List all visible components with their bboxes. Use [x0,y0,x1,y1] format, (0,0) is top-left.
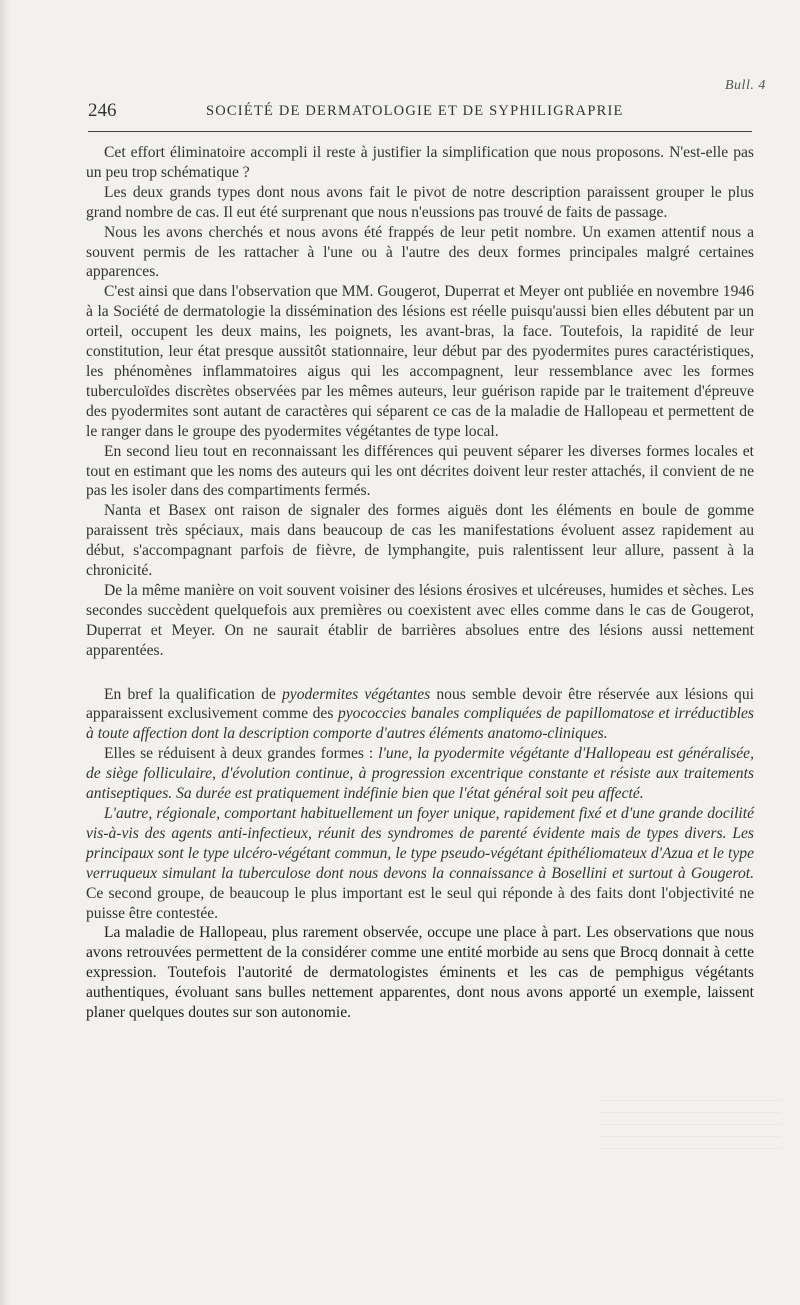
paragraph: En second lieu tout en reconnaissant les différences qui peuvent séparer les diverses formes locales et tout en estimant que les noms des auteurs qui les ont décrites doivent leur rester attachés, il convient de ne pas les isoler dans des compartiments fermés. [86,442,754,500]
paragraph: Nanta et Basex ont raison de signaler des formes aiguës dont les éléments en boule de gomme paraissent très spéciaux, mais dans beaucoup de cas les manifestations évoluent assez rapidement au début, s'accompagnant parfois de fièvre, de lymphangite, puis ralentissent leur allure, passent à la chronicité. [86,502,754,580]
conclusion-paragraph: La maladie de Hallopeau, plus rarement observée, occupe une place à part. Les observations que nous avons retrouvées permettent de la considérer comme une entité morbide au sens que Brocq donnait à cette expression. Toutefois l'autorité de dermatologistes éminents et les cas de pemphigus végétants authentiques, évoluant sans bulles nettement apparentes, dont nous avons apporté un exemple, laissent planer quelques doutes sur son autonomie. [86,924,754,1022]
conclusion-paragraph [86,744,754,804]
paragraph: C'est ainsi que dans l'observation que MM. Gougerot, Duperrat et Meyer ont publiée en novembre 1946 à la Société de dermatologie la dissémination des lésions est réelle puisqu'aussi bien elles débutent par un orteil, occupent les deux mains, les poignets, les avant-bras, la face. Toutefois, la rapidité de leur constitution, leur état presque aussitôt stationnaire, leur début par des pyodermites pures caractéristiques, les phénomènes inflammatoires aigus qui les accompagnent, leur ressemblance avec les formes tuberculoïdes discrètes observées par les mêmes auteurs, leur guérison rapide par le traitement d'épreuve des pyodermites sont autant de caractères qui séparent ce cas de la maladie de Hallopeau et permettent de le ranger dans le groupe des pyodermites végétantes de type local. [86,283,754,440]
running-head: SOCIÉTÉ DE DERMATOLOGIE ET DE SYPHILIGRAPRIE [206,103,624,119]
book-spine-shadow [0,0,10,1305]
paragraph: Cet effort éliminatoire accompli il reste à justifier la simplification que nous proposons. N'est-elle pas un peu trop schématique ? [86,144,754,181]
italic-run: L'autre, régionale, comportant habituellement un foyer unique, rapidement fixé et d'une grande docilité vis-à-vis des agents anti-infectieux, réunit des syndromes de parenté évidente mais de types divers. Les principaux sont le type ulcéro-végétant commun, le type pseudo-végétant épithéliomateux d'Azua et le type verruqueux simulant la tuberculose dont nous devons la connaissance à Bosellini et surtout à Gougerot. [86,805,754,882]
text-run: En bref la qualification de [104,685,282,703]
margin-note: Bull. 4 [725,78,766,93]
paragraph: Les deux grands types dont nous avons fait le pivot de notre description paraissent grouper le plus grand nombre de cas. Il eut été surprenant que nous n'eussions pas trouvé de faits de passage. [86,183,754,221]
text-run: nous semble devoir être réservée aux lésions qui apparaissent exclusivement comme des [86,685,754,723]
conclusion-paragraph [86,804,754,923]
page-header [88,100,752,126]
paragraph: De la même manière on voit souvent voisiner des lésions érosives et ulcéreuses, humides et sèches. Les secondes succèdent quelquefois aux premières ou coexistent avec elles comme dans le cas de Gougerot, Duperrat et Meyer. On ne saurait établir de barrières absolues entre des lésions aussi nettement apparentées. [86,581,754,659]
bleed-through [600,1100,780,1160]
italic-run: pyococcies banales compliquées de papillomatose et irréductibles à toute affection dont la description comporte d'autres éléments anatomo-cliniques. [86,705,754,743]
text-run: Ce second groupe, de beaucoup le plus important est le seul qui réponde à des faits dont l'objectivité ne puisse être contestée. [86,884,754,922]
italic-run: l'une, la pyodermite végétante d'Hallopeau est généralisée, de siège folliculaire, d'évolution continue, à progression excentrique constante et résiste aux traitements antiseptiques. Sa durée est pratiquement indéfinie bien que l'état général soit peu affecté. [86,745,754,803]
header-rule [88,131,752,132]
italic-run: pyodermites végétantes [282,685,431,703]
page-number: 246 [88,100,117,121]
body-text [86,143,754,1023]
conclusion-paragraph [86,685,754,745]
paragraph: Nous les avons cherchés et nous avons été frappés de leur petit nombre. Un examen attentif nous a souvent permis de les rattacher à l'une ou à l'autre des deux formes principales malgré certaines apparences. [86,223,754,281]
text-run: Elles se réduisent à deux grandes formes : [104,745,379,763]
